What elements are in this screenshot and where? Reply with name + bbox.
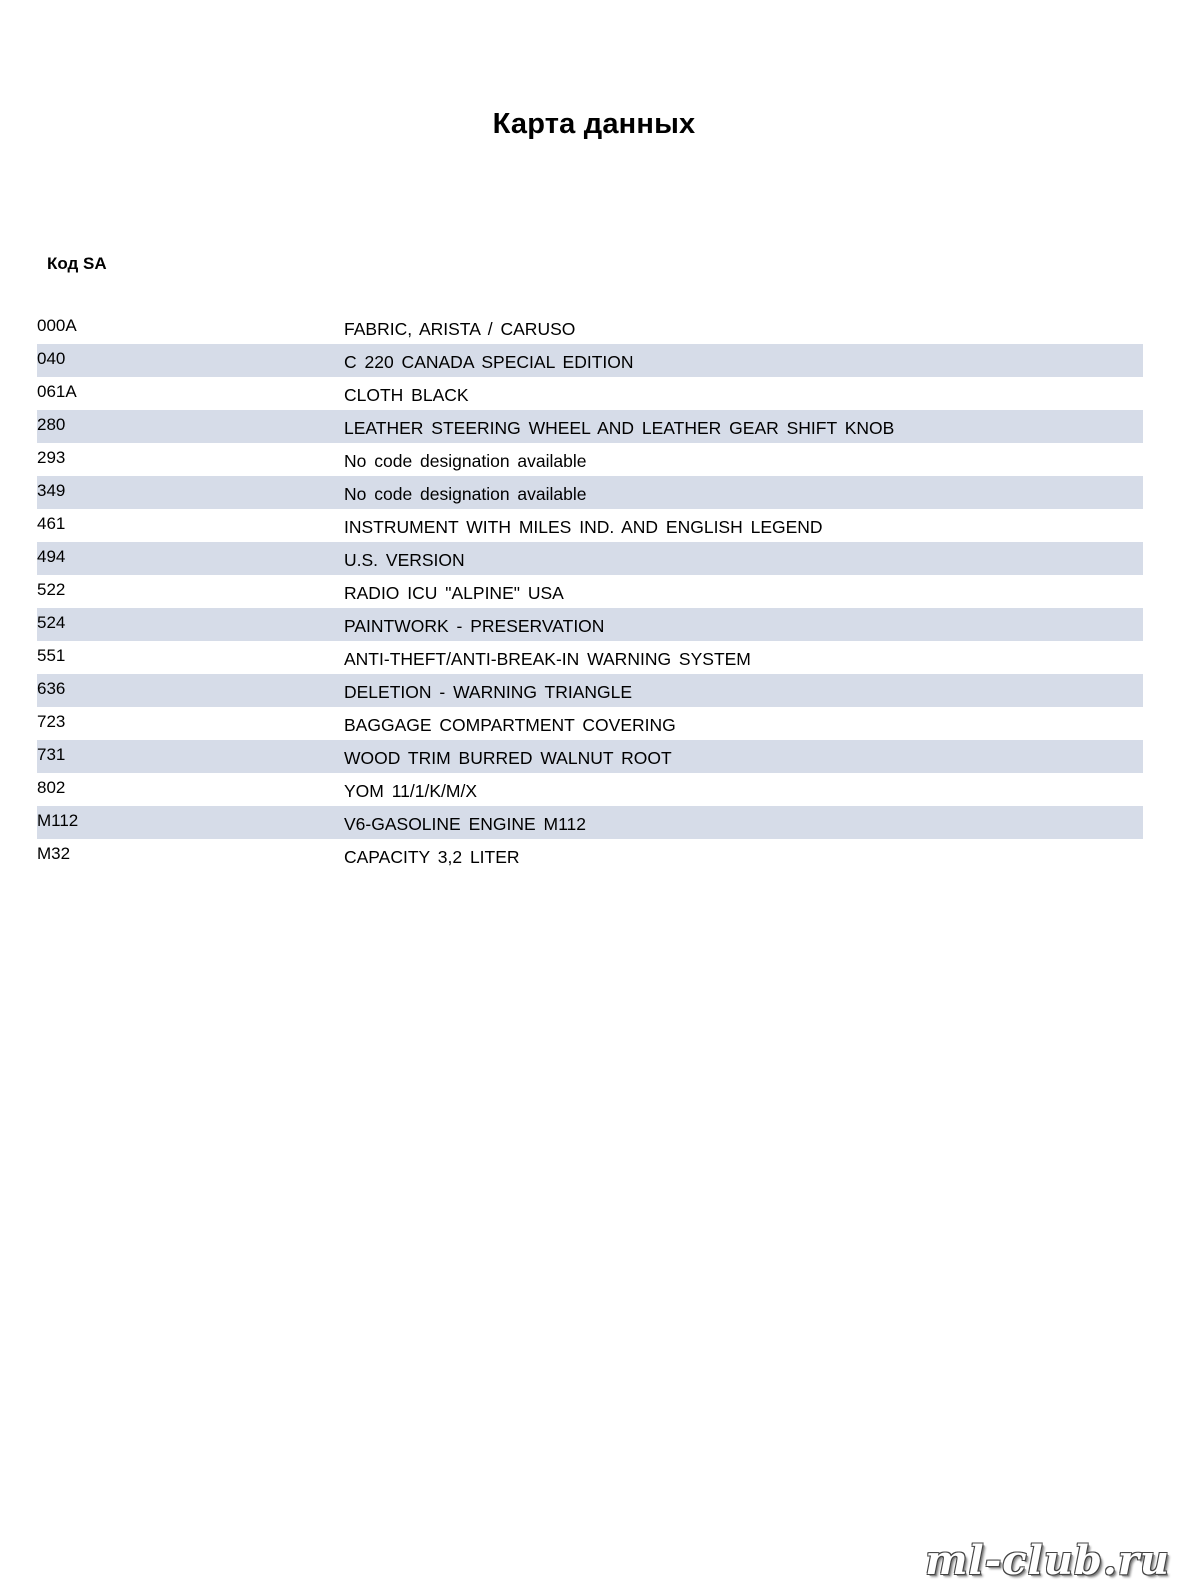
row-description: BAGGAGE COMPARTMENT COVERING xyxy=(344,715,676,735)
row-code: 551 xyxy=(37,646,66,665)
row-code: 000A xyxy=(37,316,77,335)
table-row xyxy=(37,575,1143,608)
page-title: Карта данных xyxy=(492,108,696,140)
row-description: ANTI-THEFT/ANTI-BREAK-IN WARNING SYSTEM xyxy=(344,649,751,669)
table-row xyxy=(37,707,1143,740)
row-description: RADIO ICU "ALPINE" USA xyxy=(344,583,564,603)
row-code: 636 xyxy=(37,679,66,698)
table-row xyxy=(37,839,1143,872)
table-row xyxy=(37,509,1143,542)
row-code: 061A xyxy=(37,382,77,401)
row-description: No code designation available xyxy=(344,451,587,471)
table-row xyxy=(37,443,1143,476)
table-row xyxy=(37,674,1143,707)
table-row xyxy=(37,773,1143,806)
row-code: 524 xyxy=(37,613,66,632)
table-row xyxy=(37,542,1143,575)
section-label-sa-code: Код SA xyxy=(47,254,107,273)
row-description: V6-GASOLINE ENGINE M112 xyxy=(344,814,587,834)
row-description: U.S. VERSION xyxy=(344,550,465,570)
row-code: 723 xyxy=(37,712,66,731)
table-row xyxy=(37,311,1143,344)
row-description: FABRIC, ARISTA / CARUSO xyxy=(344,319,576,339)
table-row xyxy=(37,410,1143,443)
row-code: 802 xyxy=(37,778,66,797)
row-code: 040 xyxy=(37,349,66,368)
row-description: No code designation available xyxy=(344,484,587,504)
row-description: LEATHER STEERING WHEEL AND LEATHER GEAR SHIFT KNOB xyxy=(344,418,895,438)
row-code: 461 xyxy=(37,514,66,533)
row-code: 731 xyxy=(37,745,66,764)
row-code: 293 xyxy=(37,448,66,467)
table-row xyxy=(37,608,1143,641)
row-code: M32 xyxy=(37,844,71,863)
row-code: M112 xyxy=(37,811,79,830)
row-code: 522 xyxy=(37,580,66,599)
row-description: C 220 CANADA SPECIAL EDITION xyxy=(344,352,634,372)
row-description: WOOD TRIM BURRED WALNUT ROOT xyxy=(344,748,672,768)
row-description: CLOTH BLACK xyxy=(344,385,469,405)
table-row xyxy=(37,806,1143,839)
table-row xyxy=(37,344,1143,377)
sa-codes-table xyxy=(37,311,1143,872)
site-watermark: ml-club.ru xyxy=(925,1537,1170,1584)
row-description: YOM 11/1/K/M/X xyxy=(344,781,477,801)
table-row xyxy=(37,476,1143,509)
table-row xyxy=(37,740,1143,773)
row-code: 280 xyxy=(37,415,66,434)
row-description: CAPACITY 3,2 LITER xyxy=(344,847,520,867)
row-description: INSTRUMENT WITH MILES IND. AND ENGLISH LEGEND xyxy=(344,517,823,537)
table-row xyxy=(37,377,1143,410)
row-code: 349 xyxy=(37,481,66,500)
table-row xyxy=(37,641,1143,674)
row-code: 494 xyxy=(37,547,66,566)
row-description: DELETION - WARNING TRIANGLE xyxy=(344,682,633,702)
row-description: PAINTWORK - PRESERVATION xyxy=(344,616,605,636)
